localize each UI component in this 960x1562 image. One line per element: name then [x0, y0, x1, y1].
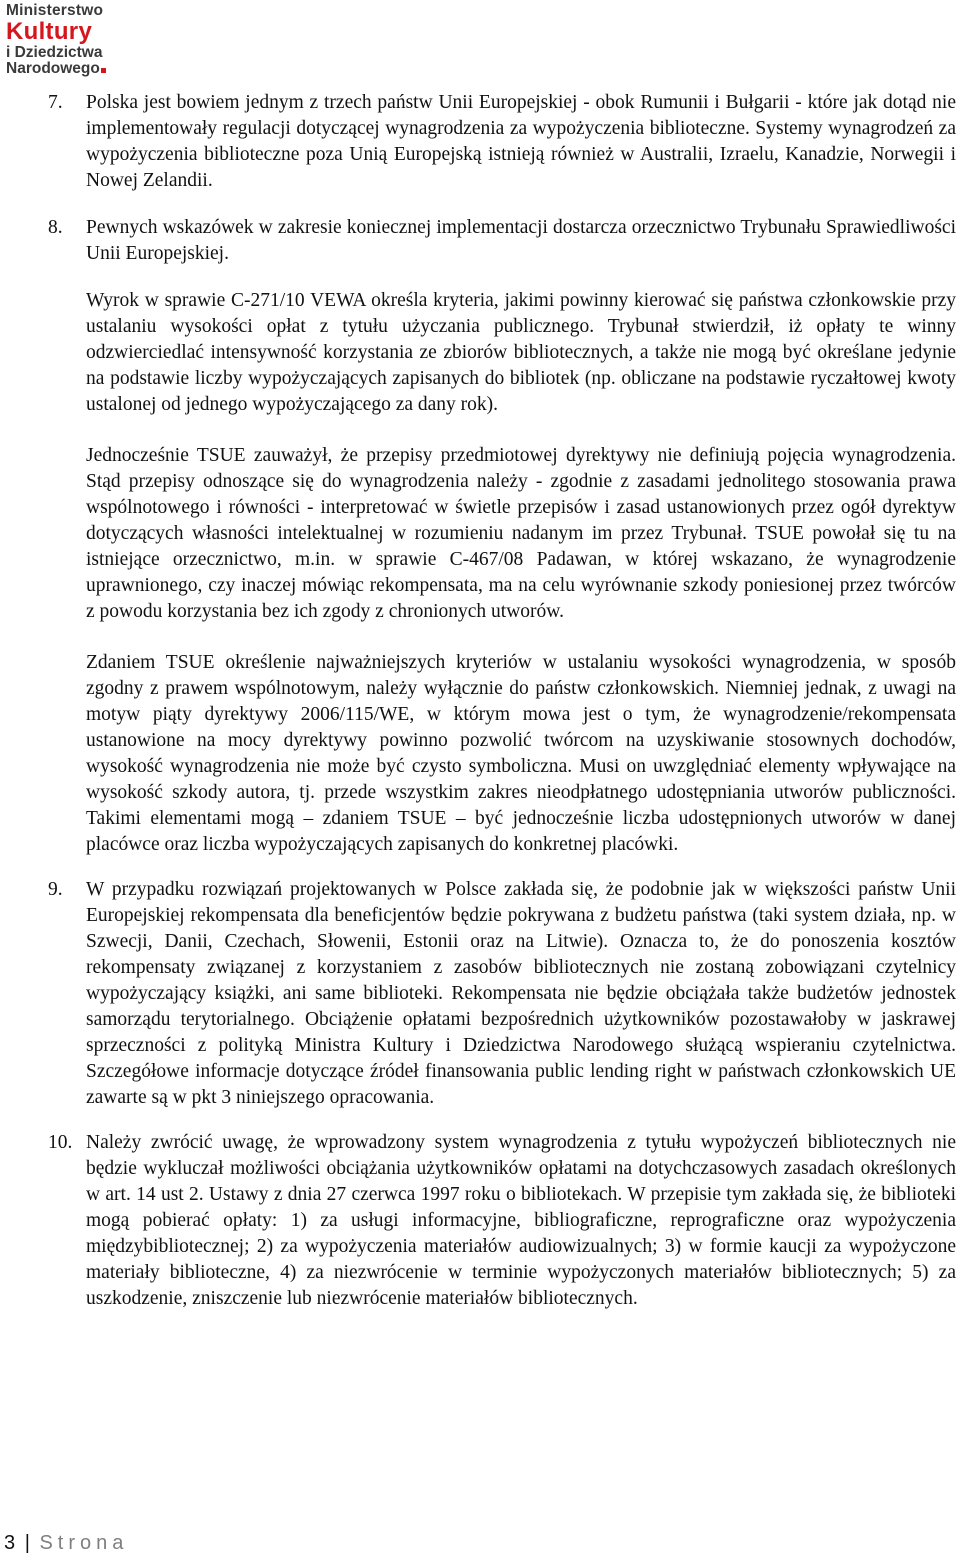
logo-line-ministerstwo: Ministerstwo [6, 2, 104, 19]
item-text: Pewnych wskazówek w zakresie koniecznej implementacji dostarcza orzecznictwo Trybunału Sprawiedliwości Unii Europejskiej. [86, 217, 956, 264]
footer-separator: | [24, 1532, 30, 1554]
item-text: Należy zwrócić uwagę, że wprowadzony system wynagrodzenia z tytułu wypożyczeń bibliotecznych nie będzie wykluczał możliwości obciążania użytkowników opłatami na dotychczasowych zasadach określonych w art. 14 ust 2. Ustawy z dnia 27 czerwca 1997 roku o bibliotekach. W przepisie tym zakłada się, że biblioteki mogą pobierać opłaty: 1) za usługi informacyjne, bibliograficzne, reprograficzne oraz wypożyczenia międzybibliotecznej; 2) za wypożyczenia materiałów audiowizualnych; 3) w formie kaucji za wypożyczone materiały biblioteczne, 4) za niezwrócenie w terminie wypożyczonych materiałów bibliotecznych; 5) za uszkodzenie, zniszczenie lub niezwrócenie materiałów bibliotecznych. [86, 1132, 956, 1309]
list-item-9 [48, 877, 956, 1111]
item-text: W przypadku rozwiązań projektowanych w Polsce zakłada się, że podobnie jak w większości państw Unii Europejskiej rekompensata dla beneficjentów będzie pokrywana z budżetu państwa (taki system działa, np. w Szwecji, Danii, Czechach, Słowenii, Estonii oraz na Litwie). Oznacza to, że do ponoszenia kosztów rekompensaty związanej z korzystaniem z zasobów bibliotecznych nie zostaną zobowiązani czytelnicy wypożyczający książki, ani same biblioteki. Rekompensata nie będzie obciążała także budżetów jednostek samorządu terytorialnego. Obciążenie opłatami bezpośrednich użytkowników pozostawałoby w jaskrawej sprzeczności z polityką Ministra Kultury i Dziedzictwa Narodowego służącą wspieraniu czytelnictwa. Szczegółowe informacje dotyczące źródeł finansowania public lending right w państwach członkowskich UE zawarte są w pkt 3 niniejszego opracowania. [86, 879, 956, 1108]
logo-dot [101, 68, 106, 73]
page-footer [4, 1532, 128, 1555]
paragraph-vewa-judgment: Wyrok w sprawie C-271/10 VEWA określa kryteria, jakimi powinny kierować się państwa członkowskie przy ustalaniu wysokości opłat z tytułu użyczania publicznego. Trybunał stwierdził, iż opłaty te winny odzwierciedlać intensywność korzystania ze zbiorów bibliotecznych, a także nie mogą być określane jedynie na podstawie liczby wypożyczających zapisanych do bibliotek (np. obliczane na podstawie ryczałtowej kwoty ustalonej od jednego wypożyczającego za dany rok). [86, 290, 956, 415]
logo-line-kultury: Kultury [6, 17, 93, 45]
item-number: 9. [48, 879, 63, 900]
page-number: 3 [4, 1532, 16, 1554]
logo-line-dziedzictwa: i Dziedzictwa [6, 43, 103, 61]
logo-line-narodowego: Narodowego [6, 61, 121, 77]
item-number: 8. [48, 217, 63, 238]
list-item-8 [48, 215, 956, 267]
document-body [48, 90, 956, 1312]
list-item-7 [48, 90, 956, 194]
paragraph-tsue-remuneration: Jednocześnie TSUE zauważył, że przepisy przedmiotowej dyrektywy nie definiują pojęcia wynagrodzenia. Stąd przepisy odnoszące się do wynagrodzenia należy - zgodnie z zasadami jednolitego stosowania prawa wspólnotowego i równości - interpretować w świetle przepisów i zasad ustanowionych przez ogół dyrektyw dotyczących własności intelektualnej w rozumieniu nadanym im przez Trybunał. TSUE powołał się tu na istniejące orzecznictwo, m.in. w sprawie C-467/08 Padawan, w której wskazano, że wynagrodzenie uprawnionego, czy inaczej mówiąc rekompensata, ma na celu wyrównanie szkody poniesionej przez twórców z powodu korzystania bez ich zgody z chronionych utworów. [86, 445, 956, 622]
page-label: Strona [39, 1532, 129, 1554]
item-number: 7. [48, 92, 63, 113]
paragraph-tsue-criteria: Zdaniem TSUE określenie najważniejszych kryteriów w ustalaniu wysokości wynagrodzenia, w sposób zgodny z prawem wspólnotowym, należy wyłącznie do państw członkowskich. Niemniej jednak, z uwagi na motyw piąty dyrektywy 2006/115/WE, w którym mowa jest o tym, że wynagrodzenie/rekompensata ustanowione na mocy dyrektywy powinno pozwolić twórcom na uzyskiwanie stosownych dochodów, wysokość wynagrodzenia nie może być czysto symboliczna. Musi on uwzględniać elementy wpływające na wysokość szkody autora, tj. przede wszystkim zakres nieodpłatnego udostępniania utworów publiczności. Takimi elementami mogą – zdaniem TSUE – być jednocześnie liczba udostępnionych utworów w danej placówce oraz liczba wypożyczających zapisanych do konkretnej placówki. [86, 652, 956, 855]
item-text: Polska jest bowiem jednym z trzech państw Unii Europejskiej - obok Rumunii i Bułgarii - które jak dotąd nie implementowały regulacji dotyczącej wynagrodzenia za wypożyczenia biblioteczne. Systemy wynagrodzeń za wypożyczenia biblioteczne poza Unią Europejską istnieją również w Australii, Izraelu, Kanadzie, Norwegii i Nowej Zelandii. [86, 92, 956, 191]
list-item-10 [48, 1130, 956, 1312]
item-number: 10. [48, 1132, 73, 1153]
ministry-logo [6, 3, 121, 77]
